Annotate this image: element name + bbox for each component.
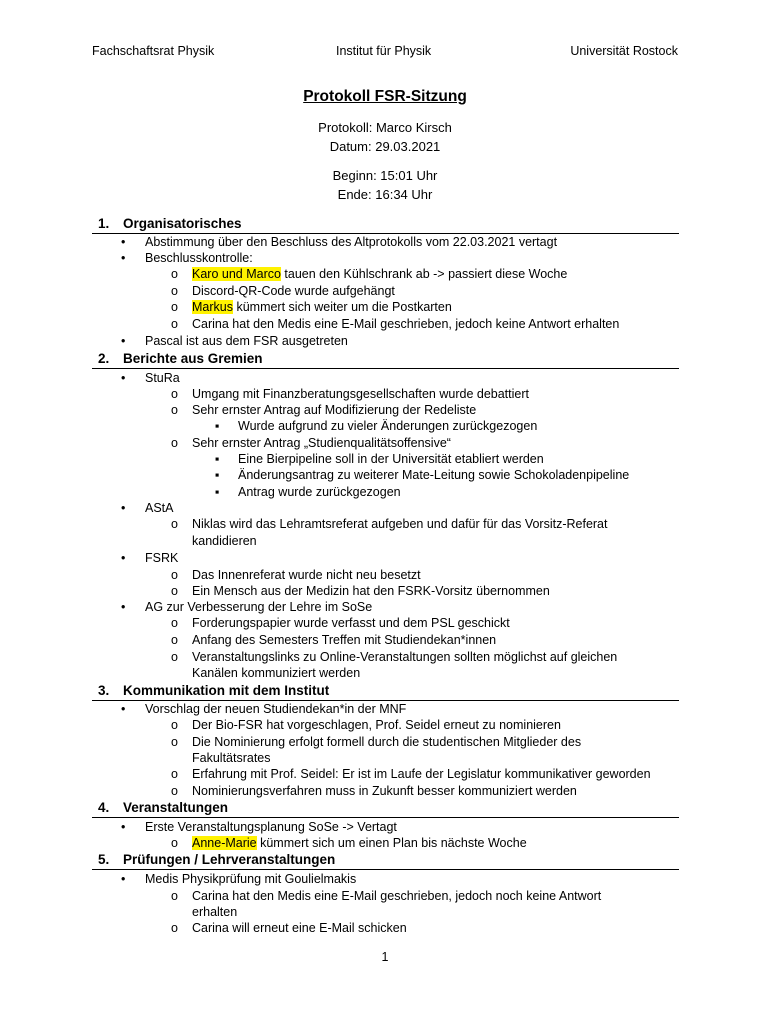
circle-marker: o	[171, 436, 178, 450]
section-heading-4	[92, 799, 679, 818]
circle-marker: o	[171, 836, 178, 850]
list-item: AG zur Verbesserung der Lehre im SoSe	[145, 600, 373, 614]
section-title: Kommunikation mit dem Institut	[123, 683, 330, 698]
section-title: Veranstaltungen	[123, 800, 229, 815]
list-item: Ein Mensch aus der Medizin hat den FSRK-Vorsitz übernommen	[192, 584, 550, 598]
bullet-marker: •	[121, 600, 126, 614]
highlighted-name: Karo und Marco	[192, 267, 281, 281]
list-item: Abstimmung über den Beschluss des Altprotokolls vom 22.03.2021 vertagt	[145, 235, 558, 249]
list-item: Nominierungsverfahren muss in Zukunft besser kommuniziert werden	[192, 784, 577, 798]
circle-marker: o	[171, 517, 178, 531]
bullet-marker: •	[121, 551, 126, 565]
square-marker: ▪	[215, 452, 220, 466]
circle-marker: o	[171, 889, 178, 903]
circle-marker: o	[171, 784, 178, 798]
square-marker: ▪	[215, 468, 220, 482]
section-number: 3.	[98, 683, 110, 698]
circle-marker: o	[171, 718, 178, 732]
document-title: Protokoll FSR-Sitzung	[303, 88, 467, 105]
list-item: Medis Physikprüfung mit Goulielmakis	[145, 872, 357, 886]
section-number: 5.	[98, 852, 110, 867]
section-heading-2	[92, 350, 679, 369]
bullet-marker: •	[121, 872, 126, 886]
list-item-text: kümmert sich um einen Plan bis nächste Woche	[256, 836, 527, 850]
header-left: Fachschaftsrat Physik	[92, 44, 215, 58]
list-item: Sehr ernster Antrag „Studienqualitätsoffensive“	[192, 436, 451, 450]
protocol-author: Protokoll: Marco Kirsch	[318, 120, 452, 135]
bullet-marker: •	[121, 334, 126, 348]
list-item: Veranstaltungslinks zu Online-Veranstaltungen sollten möglichst auf gleichen	[192, 650, 618, 664]
bullet-marker: •	[121, 371, 126, 385]
list-item: Forderungspapier wurde verfasst und dem PSL geschickt	[192, 616, 510, 630]
list-item: Discord-QR-Code wurde aufgehängt	[192, 284, 395, 298]
section-number: 4.	[98, 800, 110, 815]
list-item: Pascal ist aus dem FSR ausgetreten	[145, 334, 348, 348]
list-item	[192, 836, 527, 851]
list-item: Das Innenreferat wurde nicht neu besetzt	[192, 568, 421, 582]
section-title: Berichte aus Gremien	[123, 351, 263, 366]
list-item: Anfang des Semesters Treffen mit Studiendekan*innen	[192, 633, 497, 647]
list-item: FSRK	[145, 551, 179, 565]
circle-marker: o	[171, 584, 178, 598]
bullet-marker: •	[121, 501, 126, 515]
circle-marker: o	[171, 267, 178, 281]
circle-marker: o	[171, 633, 178, 647]
list-item-continuation: erhalten	[192, 905, 238, 919]
section-number: 1.	[98, 216, 110, 231]
list-item: Carina hat den Medis eine E-Mail geschrieben, jedoch noch keine Antwort	[192, 889, 602, 903]
circle-marker: o	[171, 767, 178, 781]
list-item: Änderungsantrag zu weiterer Mate-Leitung sowie Schokoladenpipeline	[238, 468, 630, 482]
section-heading-1	[92, 215, 679, 234]
bullet-marker: •	[121, 251, 126, 265]
list-item: Erfahrung mit Prof. Seidel: Er ist im Laufe der Legislatur kommunikativer geworden	[192, 767, 651, 781]
circle-marker: o	[171, 300, 178, 314]
protocol-end: Ende: 16:34 Uhr	[337, 187, 433, 202]
section-heading-5	[92, 851, 679, 870]
circle-marker: o	[171, 387, 178, 401]
list-item: AStA	[145, 501, 174, 515]
bullet-marker: •	[121, 702, 126, 716]
list-item: Antrag wurde zurückgezogen	[238, 485, 401, 499]
list-item: Beschlusskontrolle:	[145, 251, 253, 265]
header-center: Institut für Physik	[336, 44, 432, 58]
list-item: Niklas wird das Lehramtsreferat aufgeben und dafür für das Vorsitz-Referat	[192, 517, 608, 531]
list-item-continuation: Kanälen kommuniziert werden	[192, 666, 361, 680]
protocol-date: Datum: 29.03.2021	[329, 139, 441, 154]
circle-marker: o	[171, 735, 178, 749]
circle-marker: o	[171, 921, 178, 935]
list-item: Wurde aufgrund zu vieler Änderungen zurückgezogen	[238, 419, 538, 433]
list-item: Umgang mit Finanzberatungsgesellschaften wurde debattiert	[192, 387, 529, 401]
square-marker: ▪	[215, 419, 220, 433]
list-item: Vorschlag der neuen Studiendekan*in der MNF	[145, 702, 407, 716]
highlighted-name: Markus	[192, 300, 233, 314]
list-item: Der Bio-FSR hat vorgeschlagen, Prof. Seidel erneut zu nominieren	[192, 718, 561, 732]
list-item: StuRa	[145, 371, 180, 385]
list-item: Sehr ernster Antrag auf Modifizierung der Redeliste	[192, 403, 477, 417]
bullet-marker: •	[121, 235, 126, 249]
page-number: 1	[381, 950, 389, 964]
section-heading-3	[92, 682, 679, 701]
section-number: 2.	[98, 351, 110, 366]
list-item: Eine Bierpipeline soll in der Universität etabliert werden	[238, 452, 544, 466]
list-item-text: kümmert sich weiter um die Postkarten	[232, 300, 452, 314]
circle-marker: o	[171, 403, 178, 417]
square-marker: ▪	[215, 485, 220, 499]
list-item: Erste Veranstaltungsplanung SoSe -> Vertagt	[145, 820, 397, 834]
list-item: Carina hat den Medis eine E-Mail geschrieben, jedoch keine Antwort erhalten	[192, 317, 620, 331]
bullet-marker: •	[121, 820, 126, 834]
list-item-text: tauen den Kühlschrank ab -> passiert diese Woche	[280, 267, 568, 281]
highlighted-name: Anne-Marie	[192, 836, 257, 850]
circle-marker: o	[171, 284, 178, 298]
list-item	[192, 267, 567, 282]
circle-marker: o	[171, 317, 178, 331]
header-right: Universität Rostock	[570, 44, 678, 58]
circle-marker: o	[171, 650, 178, 664]
circle-marker: o	[171, 616, 178, 630]
list-item-continuation: Fakultätsrates	[192, 751, 271, 765]
protocol-begin: Beginn: 15:01 Uhr	[332, 168, 438, 183]
section-title: Organisatorisches	[123, 216, 242, 231]
list-item: Carina will erneut eine E-Mail schicken	[192, 921, 407, 935]
circle-marker: o	[171, 568, 178, 582]
section-title: Prüfungen / Lehrveranstaltungen	[123, 852, 336, 867]
list-item-continuation: kandidieren	[192, 534, 257, 548]
list-item: Die Nominierung erfolgt formell durch die studentischen Mitglieder des	[192, 735, 582, 749]
list-item	[192, 300, 452, 315]
